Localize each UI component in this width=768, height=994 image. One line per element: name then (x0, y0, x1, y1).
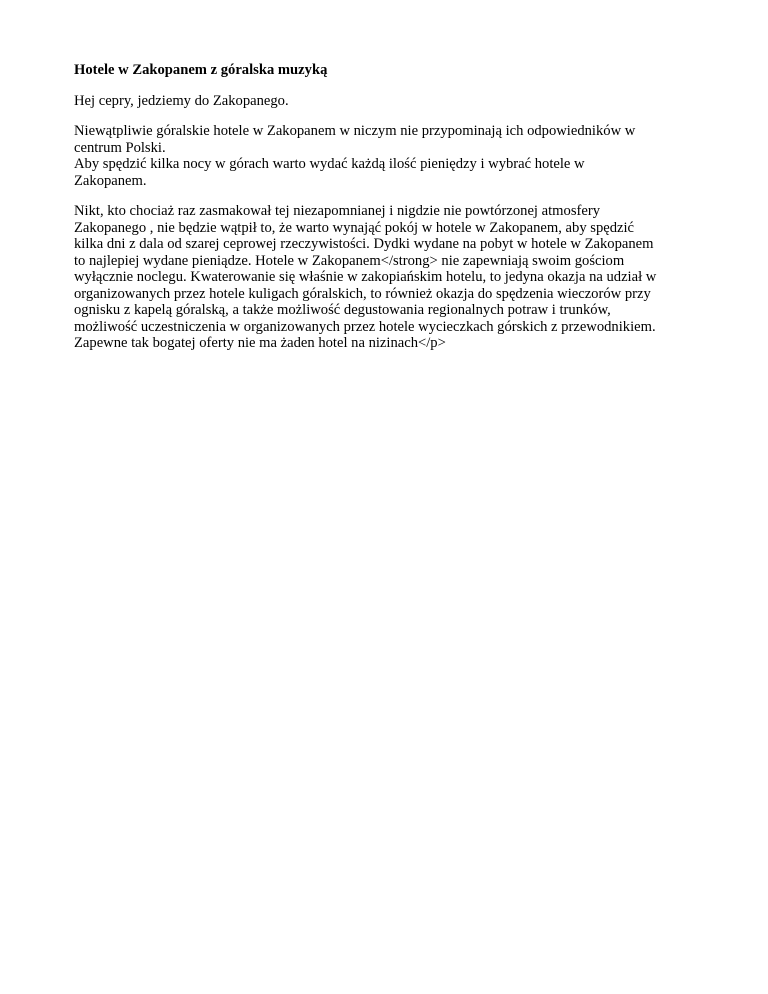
document-page (74, 62, 704, 366)
paragraph-line: Niewątpliwie góralskie hotele w Zakopanem w niczym nie przypominają ich odpowiedników w (74, 123, 636, 139)
paragraph-3 (74, 203, 704, 352)
paragraph-line: możliwość uczestniczenia w organizowanych przez hotele wycieczkach górskich z przewodnikiem. (74, 318, 656, 335)
paragraph-2 (74, 123, 704, 189)
paragraph-line: organizowanych przez hotele kuligach góralskich, to również okazja do spędzenia wieczorów przy (74, 285, 651, 302)
document-title: Hotele w Zakopanem z góralska muzyką (74, 62, 328, 78)
paragraph-line: kilka dni z dala od szarej ceprowej rzeczywistości. Dydki wydane na pobyt w hotele w Zakopanem (74, 236, 654, 252)
paragraph-line: Aby spędzić kilka nocy w górach warto wydać każdą ilość pieniędzy i wybrać hotele w (74, 156, 585, 172)
paragraph-line: Zakopanem. (74, 172, 147, 189)
paragraph-line: Nikt, kto chociaż raz zasmakował tej niezapomnianej i nigdzie nie powtórzonej atmosfery (74, 203, 600, 219)
paragraph-line: wyłącznie noclegu. Kwaterowanie się właśnie w zakopiańskim hotelu, to jedyna okazja na udział w (74, 269, 657, 285)
paragraph-line: centrum Polski. (74, 139, 166, 156)
intro-paragraph: Hej cepry, jedziemy do Zakopanego. (74, 92, 289, 109)
paragraph-line: ognisku z kapelą góralską, a także możliwość degustowania regionalnych potraw i trunków, (74, 302, 611, 318)
paragraph-line: Zapewne tak bogatej oferty nie ma żaden hotel na nizinach</p> (74, 335, 446, 351)
paragraph-line: to najlepiej wydane pieniądze. Hotele w Zakopanem</strong> nie zapewniają swoim gościom (74, 252, 625, 269)
paragraph-line: Zakopanego , nie będzie wątpił to, że warto wynająć pokój w hotele w Zakopanem, aby spędzić (74, 219, 635, 236)
